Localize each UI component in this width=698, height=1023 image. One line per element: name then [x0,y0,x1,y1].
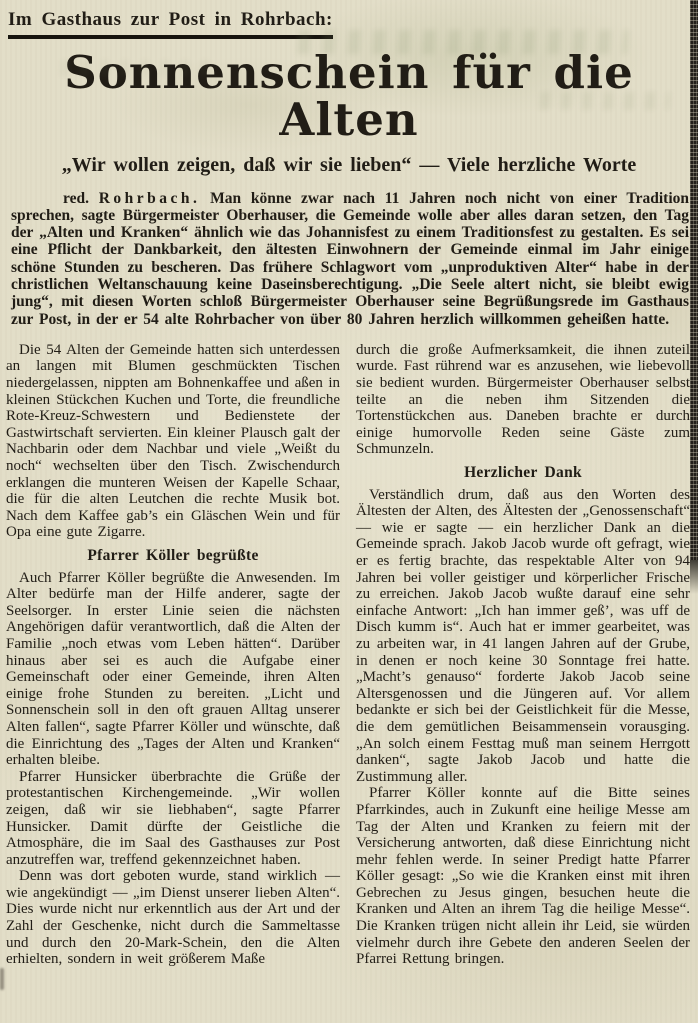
column-subhead: Pfarrer Köller begrüßte [87,547,259,564]
article-paragraph: Pfarrer Hunsicker überbrachte die Grüße der protestantischen Kirchengemeinde. „Wir wollen zeigen, daß wir sie liebhaben“, sagte Pfarrer Hunsicker. Damit dürfte der Geistliche die Atmosphäre, die im Saal des Gasthauses zur Post anzutreffen war, treffend gekennzeichnet haben. [6,768,340,868]
scan-edge-artifact [690,0,698,560]
column-subhead: Herzlicher Dank [464,464,582,482]
right-column [356,342,690,968]
article-paragraph: durch die große Aufmerksamkeit, die ihnen zuteil wurde. Fast rührend war es anzusehen, wie liebevoll sie bedient wurden. Bürgermeister Oberhauser selbst teilte an die neben ihm Sitzenden die Tortenstückchen aus. Daneben brachte er durch einige humorvolle Reden seine Gäste zum Schmunzeln. [356,341,690,458]
left-column [6,342,340,968]
article-paragraph: Die 54 Alten der Gemeinde hatten sich unterdessen an langen mit Blumen geschmückten Tischen niedergelassen, nippten am Bohnenkaffee und aßen in kleinen Stückchen Kuchen und Torte, die freundliche Rote-Kreuz-Schwestern und Bedienstete der Gastwirtschaft servierten. Ein kleiner Plausch galt der Nachbarin oder dem Nachbar und viele „Weißt du noch“ wechselten über den Tisch. Zwischendurch erklangen die munteren Weisen der Kapelle Schaar, die für die alten Leutchen die rechte Musik bot. Nach dem Kaffee gab’s ein Gläschen Wein und für Opa eine gute Zigarre. [6,341,340,541]
lead-dateline: Rohrbach. [98,189,201,207]
article-paragraph: Pfarrer Köller konnte auf die Bitte seines Pfarrkindes, auch in Zukunft eine heilige Messe am Tag der Alten und Kranken zu feiern mit der Versicherung antworten, daß diese Einrichtung nicht mehr fehlen werde. In seiner Predigt hatte Pfarrer Köller gesagt: „So wie die Kranken einst mit ihren Gebrechen zu Jesus gingen, besuchen heute die Kranken und Alten an ihrem Tag die heilige Messe“. Die Kranken trügen nicht allein ihr Leid, sie würden vielmehr durch ihre Gebete den anderen Seelen der Pfarrei Rettung bringen. [356,785,690,968]
ink-speck [0,968,4,990]
lead-paragraph [11,190,689,328]
lead-text: Man könne zwar nach 11 Jahren noch nicht von einer Tradition sprechen, sagte Bürgermeister Oberhauser, die Gemeinde wolle aber alles daran setzen, den Tag der „Alten und Kranken“ ähnlich wie das Johannisfest zu einem Traditionsfest zu gestalten. Es sei eine Pflicht der Dankbarkeit, den ältesten Einwohnern der Gemeinde einmal im Jahr einige schöne Stunden zu bescheren. Das frühere Schlagwort vom „unproduktiven Alter“ habe in der christlichen Weltanschauung keine Daseinsberechtigung. „Die Seele altert nicht, sie bleibt ewig jung“, mit diesen Worten schloß Bürgermeister Oberhauser seine Begrüßungsrede im Gasthaus zur Post, in der er 54 alte Rohrbacher von über 80 Jahren herzlich willkommen geheißen hatte. [11,189,690,328]
kicker-row [8,9,698,39]
kicker: Im Gasthaus zur Post in Rohrbach: [8,9,333,39]
headline: Sonnenschein für die Alten [64,46,634,147]
article-paragraph: Denn was dort geboten wurde, stand wirklich — wie angekündigt — „im Dienst unserer lieben Alten“. Dies wurde nicht nur erkenntlich aus der Art und der Zahl der Geschenke, nicht durch die Sammeltasse und durch den 20-Mark-Schein, den die Alten erhielten, sondern in weit größerem Maße [6,868,340,968]
article-body [6,342,690,968]
article-paragraph: Auch Pfarrer Köller begrüßte die Anwesenden. Im Alter bedürfe man der Hilfe anderer, sagte der Seelsorger. In erster Linie seien die nächsten Angehörigen dafür verantwortlich, daß die Alten der Familie „noch etwas vom Leben hätten“. Darüber hinaus aber sei es auch die Aufgabe einer Gemeinschaft oder einer Gemeinde, ihren Alten einige frohe Stunden zu bereiten. „Licht und Sonnenschein soll in den oft grauen Alltag unserer Alten fallen“, sagte Pfarrer Köller und wünschte, daß die Einrichtung des „Tages der Alten und Kranken“ erhalten bleibe. [6,569,340,769]
deck: „Wir wollen zeigen, daß wir sie lieben“ — Viele herzliche Worte [61,153,637,176]
article-paragraph: Verständlich drum, daß aus den Worten des Ältesten der Alten, des Ältesten der „Genossenschaft“ — wie er sagte — ein herzlicher Dank an die Gemeinde sprach. Jakob Jacob wurde oft gefragt, wie er es fertig brachte, das respektable Alter von 94 Jahren bei voller geistiger und körperlicher Frische zu erreichen. Jakob Jacob wußte darauf eine sehr einfache Antwort: „Ich han immer geß’, was uff de Disch kumm is“. Auch hat er immer gearbeitet, was zu arbeiten war, in 41 langen Jahren auf der Grube, in denen er noch keine 30 Sonntage frei hatte. „Macht’s genauso“ forderte Jakob Jacob seine Altersgenossen und die Jüngeren auf. Vor allem bedankte er sich bei der Geistlichkeit für die Messe, die dem gemütlichen Beisammensein vorausging. „An solch einem Festtag muß man seinem Herrgott danken“, sagte Jakob Jacob und hatte die Zustimmung aller. [356,486,690,785]
lead-byline: red. [63,189,89,207]
